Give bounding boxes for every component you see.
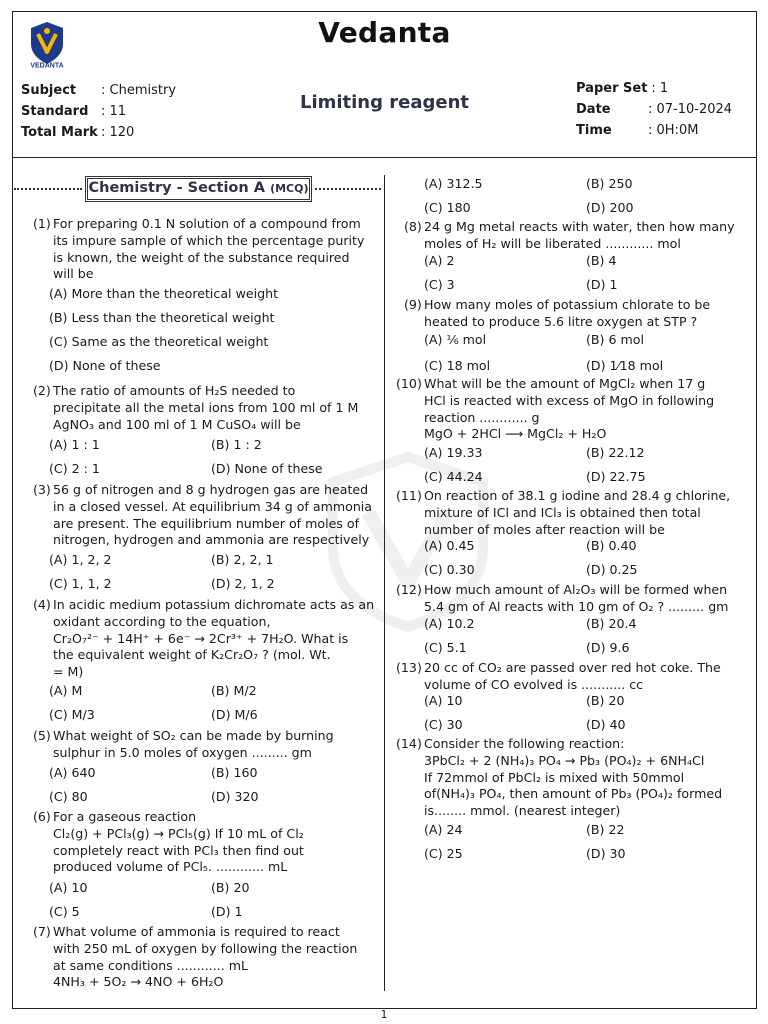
question-text [424, 582, 728, 616]
answer-option-d[interactable]: (D) 22.75 [586, 469, 646, 484]
answer-option-d[interactable]: (D) 40 [586, 717, 626, 732]
answer-option-b[interactable]: (B) 22.12 [586, 445, 645, 460]
answer-option-a[interactable]: (A) 640 [49, 765, 96, 780]
answer-option-b[interactable]: (B) 20 [586, 693, 625, 708]
question-number: (2) [33, 383, 51, 398]
answer-option-c[interactable]: (C) 0.30 [424, 562, 475, 577]
total-mark-value: : 120 [101, 125, 135, 140]
question-line: 20 cc of CO₂ are passed over red hot coke. The [424, 660, 721, 675]
date-value: : 07-10-2024 [648, 102, 733, 117]
question-line: For preparing 0.1 N solution of a compound from [53, 216, 361, 231]
question-number: (4) [33, 597, 51, 612]
answer-option-c[interactable]: (C) 3 [424, 277, 455, 292]
answer-option-c[interactable]: (C) M/3 [49, 707, 95, 722]
question-number: (7) [33, 924, 51, 939]
answer-option-b[interactable]: (B) Less than the theoretical weight [49, 310, 275, 325]
question-number: (5) [33, 728, 51, 743]
question-line: of(NH₄)₃ PO₄, then amount of Pb₃ (PO₄)₂ formed [424, 786, 723, 802]
brand-title: Vedanta [318, 16, 451, 49]
question-line: Cr₂O₇²⁻ + 14H⁺ + 6e⁻ → 2Cr³⁺ + 7H₂O. What is [53, 630, 349, 646]
question-number: (11) [396, 488, 422, 503]
question-line: heated to produce 5.6 litre oxygen at STP ? [424, 313, 698, 329]
question-text [53, 809, 304, 876]
paper-meta-right [576, 78, 732, 141]
question-line: produced volume of PCl₅. ............ mL [53, 859, 288, 875]
answer-option-b[interactable]: (B) 22 [586, 822, 625, 837]
question-line: at same conditions ............ mL [53, 957, 249, 973]
question-line: its impure sample of which the percentage purity [53, 232, 365, 248]
answer-option-a[interactable]: (A) 0.45 [424, 538, 475, 553]
answer-option-a[interactable]: (A) 1, 2, 2 [49, 552, 112, 567]
answer-option-b[interactable]: (B) M/2 [211, 683, 257, 698]
question-text [53, 924, 357, 991]
question-number: (8) [404, 219, 422, 234]
page-number: 1 [380, 1008, 388, 1021]
question-text [53, 728, 334, 762]
answer-option-b[interactable]: (B) 1 : 2 [211, 437, 262, 452]
section-title-box [85, 176, 312, 202]
answer-option-d[interactable]: (D) 200 [586, 200, 634, 215]
question-text [53, 383, 358, 433]
exam-page [12, 11, 757, 1009]
question-line: volume of CO evolved is ........... cc [424, 676, 644, 692]
question-number: (10) [396, 376, 422, 391]
answer-option-c[interactable]: (C) 80 [49, 789, 88, 804]
answer-option-c[interactable]: (C) 5.1 [424, 640, 467, 655]
question-line: 4NH₃ + 5O₂ → 4NO + 6H₂O [53, 974, 224, 990]
question-line: nitrogen, hydrogen and ammonia are respectively [53, 532, 370, 548]
question-line: is known, the weight of the substance required [53, 249, 350, 265]
question-line: For a gaseous reaction [53, 809, 197, 824]
answer-option-c[interactable]: (C) 180 [424, 200, 471, 215]
paper-set-label: Paper Set [576, 81, 648, 96]
topic-title: Limiting reagent [299, 92, 470, 113]
answer-option-c[interactable]: (C) 18 mol [424, 358, 491, 373]
question-line: with 250 mL of oxygen by following the reaction [53, 940, 358, 956]
question-text [424, 376, 714, 443]
question-line: HCl is reacted with excess of MgO in following [424, 392, 715, 408]
answer-option-b[interactable]: (B) 2, 2, 1 [211, 552, 274, 567]
question-text [424, 297, 710, 331]
question-line: sulphur in 5.0 moles of oxygen ......... gm [53, 744, 312, 760]
question-line: moles of H₂ will be liberated ............ mol [424, 235, 681, 251]
subject-label: Subject [21, 83, 77, 98]
question-line: are present. The equilibrium number of moles of [53, 515, 360, 531]
question-text [53, 482, 372, 549]
paper-set-value: : 1 [651, 81, 669, 96]
answer-option-b[interactable]: (B) 0.40 [586, 538, 637, 553]
answer-option-b[interactable]: (B) 20 [211, 880, 250, 895]
question-number: (3) [33, 482, 51, 497]
question-text [53, 216, 364, 283]
question-text [424, 736, 722, 820]
question-line: How many moles of potassium chlorate to be [424, 297, 711, 312]
answer-option-c[interactable]: (C) 30 [424, 717, 463, 732]
question-number: (1) [33, 216, 51, 231]
question-line: AgNO₃ and 100 ml of 1 M CuSO₄ will be [53, 416, 301, 432]
answer-option-a[interactable]: (A) More than the theoretical weight [49, 286, 279, 301]
answer-option-a[interactable]: (A) 24 [424, 822, 463, 837]
answer-option-a[interactable]: (A) 10 [424, 693, 463, 708]
question-number: (9) [404, 297, 422, 312]
answer-option-d[interactable]: (D) 1 [211, 904, 243, 919]
question-number: (12) [396, 582, 422, 597]
answer-option-c[interactable]: (C) 5 [49, 904, 80, 919]
standard-value: : 11 [101, 104, 127, 119]
question-line: number of moles after reaction will be [424, 521, 665, 537]
date-label: Date [576, 102, 611, 117]
question-line: the equivalent weight of K₂Cr₂O₇ ? (mol. Wt. [53, 647, 331, 663]
question-line: = M) [53, 664, 84, 680]
answer-option-a[interactable]: (A) 1 : 1 [49, 437, 100, 452]
question-number: (6) [33, 809, 51, 824]
question-line: precipitate all the metal ions from 100 ml of 1 M [53, 399, 359, 415]
standard-label: Standard [21, 104, 89, 119]
section-title: Chemistry - Section A [88, 180, 265, 196]
section-tag: (MCQ) [270, 182, 309, 195]
total-mark-label: Total Mark [21, 125, 98, 140]
question-line: oxidant according to the equation, [53, 613, 271, 629]
answer-option-b[interactable]: (B) 6 mol [586, 332, 644, 347]
answer-option-c[interactable]: (C) Same as the theoretical weight [49, 334, 269, 349]
question-line: In acidic medium potassium dichromate acts as an [53, 597, 375, 612]
answer-option-d[interactable]: (D) 0.25 [586, 562, 638, 577]
time-label: Time [576, 123, 612, 138]
answer-option-a[interactable]: (A) M [49, 683, 83, 698]
answer-option-c[interactable]: (C) 2 : 1 [49, 461, 100, 476]
question-line: mixture of ICl and ICl₃ is obtained then total [424, 504, 701, 520]
answer-option-d[interactable]: (D) 1⁄18 mol [586, 358, 664, 373]
question-line: 24 g Mg metal reacts with water, then how many [424, 219, 735, 234]
answer-option-b[interactable]: (B) 160 [211, 765, 258, 780]
question-line: 5.4 gm of Al reacts with 10 gm of O₂ ? ......... gm [424, 598, 729, 614]
answer-option-c[interactable]: (C) 25 [424, 846, 463, 861]
question-text [53, 597, 374, 681]
section-dots-right [315, 184, 381, 190]
answer-option-d[interactable]: (D) None of these [49, 358, 161, 373]
question-line: If 72mmol of PbCl₂ is mixed with 50mmol [424, 769, 685, 785]
question-line: reaction ............ g [424, 409, 540, 425]
question-text [424, 660, 721, 694]
question-line: MgO + 2HCl ⟶ MgCl₂ + H₂O [424, 426, 607, 442]
answer-option-a[interactable]: (A) 19.33 [424, 445, 483, 460]
answer-option-a[interactable]: (A) 2 [424, 253, 455, 268]
question-line: What volume of ammonia is required to react [53, 924, 340, 939]
answer-option-a[interactable]: (A) ⅙ mol [424, 332, 487, 347]
subject-value: : Chemistry [101, 83, 177, 98]
answer-option-d[interactable]: (D) 9.6 [586, 640, 630, 655]
question-text [424, 488, 730, 538]
answer-option-b[interactable]: (B) 4 [586, 253, 617, 268]
question-line: will be [53, 266, 94, 282]
question-text [424, 219, 735, 253]
logo-text: VEDANTA [30, 62, 64, 68]
answer-option-c[interactable]: (C) 44.24 [424, 469, 483, 484]
answer-option-d[interactable]: (D) M/6 [211, 707, 258, 722]
question-line: How much amount of Al₂O₃ will be formed when [424, 582, 728, 597]
answer-option-b[interactable]: (B) 250 [586, 176, 633, 191]
question-line: 3PbCl₂ + 2 (NH₄)₃ PO₄ → Pb₃ (PO₄)₂ + 6NH₄Cl [424, 752, 705, 768]
time-value: : 0H:0M [648, 123, 699, 138]
header-divider [13, 157, 756, 158]
answer-option-b[interactable]: (B) 20.4 [586, 616, 637, 631]
answer-option-d[interactable]: (D) 2, 1, 2 [211, 576, 275, 591]
answer-option-d[interactable]: (D) 1 [586, 277, 618, 292]
question-line: Cl₂(g) + PCl₃(g) → PCl₅(g) If 10 mL of Cl₂ [53, 825, 304, 841]
answer-option-a[interactable]: (A) 10 [49, 880, 88, 895]
answer-option-d[interactable]: (D) None of these [211, 461, 323, 476]
answer-option-a[interactable]: (A) 312.5 [424, 176, 483, 191]
section-header [13, 176, 383, 202]
answer-option-d[interactable]: (D) 320 [211, 789, 259, 804]
answer-option-d[interactable]: (D) 30 [586, 846, 626, 861]
section-dots-left [14, 184, 82, 190]
question-line: On reaction of 38.1 g iodine and 28.4 g chlorine, [424, 488, 731, 503]
question-line: Consider the following reaction: [424, 736, 625, 751]
question-line: 56 g of nitrogen and 8 g hydrogen gas are heated [53, 482, 369, 497]
question-line: What weight of SO₂ can be made by burning [53, 728, 334, 743]
answer-option-a[interactable]: (A) 10.2 [424, 616, 475, 631]
question-line: in a closed vessel. At equilibrium 34 g of ammonia [53, 498, 373, 514]
question-line: is........ mmol. (nearest integer) [424, 803, 621, 819]
question-line: completely react with PCl₃ then find out [53, 842, 304, 858]
question-number: (13) [396, 660, 422, 675]
answer-option-c[interactable]: (C) 1, 1, 2 [49, 576, 112, 591]
question-line: The ratio of amounts of H₂S needed to [53, 383, 296, 398]
question-line: What will be the amount of MgCl₂ when 17 g [424, 376, 706, 391]
question-number: (14) [396, 736, 422, 751]
